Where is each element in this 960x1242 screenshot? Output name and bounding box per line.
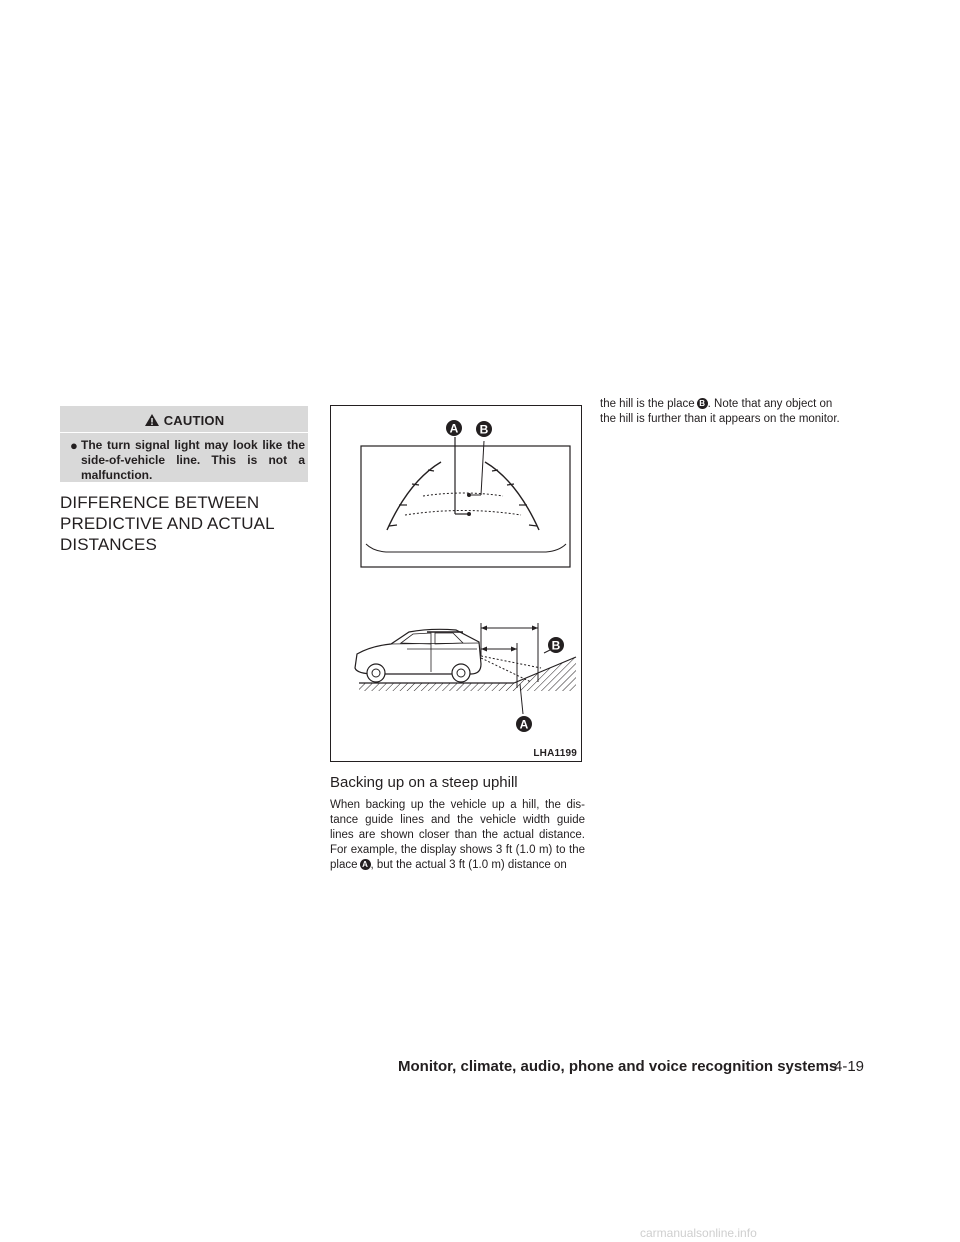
- caution-line: side-of-vehicle line. This is not a: [81, 453, 305, 467]
- marker-b-label-top: B: [479, 422, 489, 437]
- caution-text: [81, 438, 305, 483]
- text-fragment: , but the actual 3 ft (1.0 m) distance on: [370, 859, 567, 871]
- subheading: Backing up on a steep uphill: [330, 774, 518, 791]
- caution-line: malfunction.: [81, 468, 153, 482]
- marker-b-inline: B: [697, 398, 708, 409]
- caution-title: CAUTION: [163, 412, 225, 428]
- warning-icon: [144, 413, 160, 427]
- caution-divider: [60, 432, 308, 433]
- text-fragment: the hill is the place: [600, 398, 695, 410]
- marker-a-label-side: A: [519, 717, 529, 732]
- caution-box: [60, 406, 308, 482]
- paragraph-line: [600, 397, 900, 412]
- paragraph-line: lines are shown closer than the actual distance.: [330, 829, 585, 841]
- figure-drawing: [331, 406, 581, 761]
- text-fragment: place: [330, 859, 358, 871]
- section-title-line: DISTANCES: [60, 535, 157, 554]
- paragraph-line: tance guide lines and the vehicle width guide: [330, 814, 585, 826]
- paragraph-line: When backing up the vehicle up a hill, the dis-: [330, 799, 585, 811]
- caution-bullet: ●: [70, 438, 78, 453]
- section-title-line: DIFFERENCE BETWEEN: [60, 493, 260, 512]
- page-number: 4-19: [834, 1058, 865, 1075]
- marker-b-label-side: B: [551, 638, 561, 653]
- monitor-view: [361, 437, 570, 567]
- watermark: carmanualsonline.info: [640, 1226, 757, 1240]
- paragraph-uphill: [330, 798, 585, 873]
- marker-a-inline: A: [360, 859, 371, 870]
- paragraph-line: For example, the display shows 3 ft (1.0 m) to the: [330, 844, 585, 856]
- paragraph-continued: [600, 397, 900, 427]
- point-b-dot: [467, 493, 471, 497]
- section-title-line: PREDICTIVE AND ACTUAL: [60, 514, 275, 533]
- figure-id: LHA1199: [533, 748, 577, 759]
- marker-a-label-top: A: [449, 421, 459, 436]
- caution-line: The turn signal light may look like the: [81, 438, 305, 452]
- section-title: [60, 492, 310, 555]
- paragraph-line: [330, 858, 585, 873]
- footer-chapter-title: Monitor, climate, audio, phone and voice recognition systems: [398, 1058, 838, 1075]
- figure-illustration: [330, 405, 582, 762]
- caution-header: [60, 410, 308, 430]
- side-view: [355, 623, 576, 714]
- text-fragment: . Note that any object on: [707, 398, 833, 410]
- point-a-dot: [467, 512, 471, 516]
- paragraph-line: the hill is further than it appears on the monitor.: [600, 413, 840, 425]
